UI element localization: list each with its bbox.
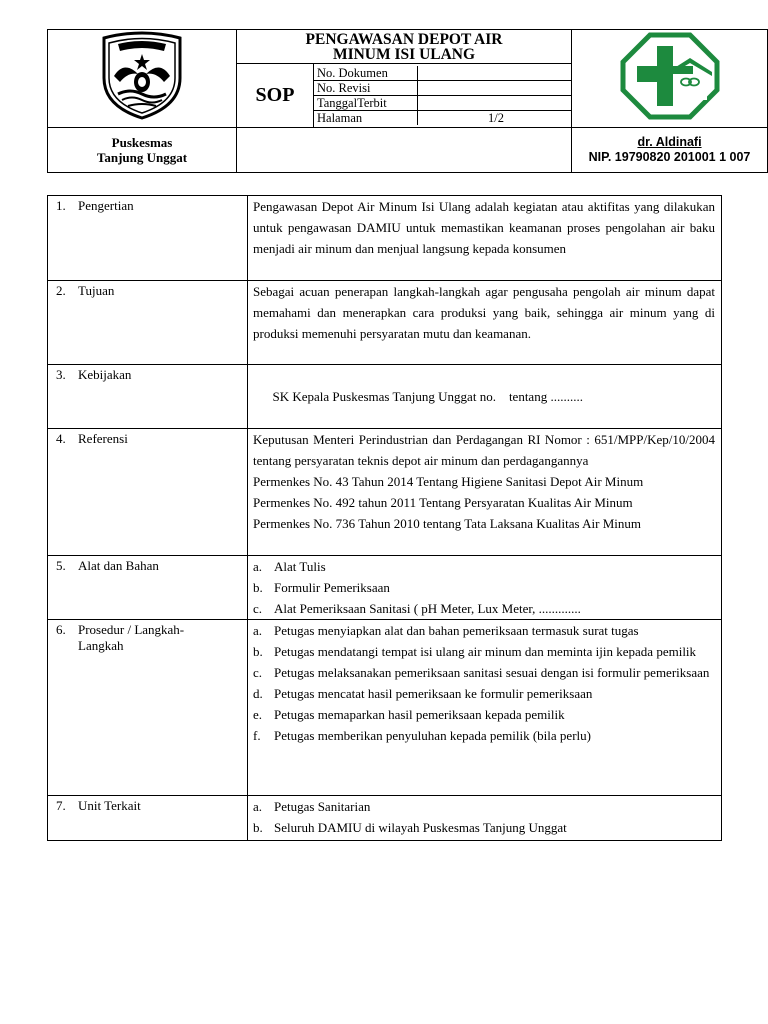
section-title: Tujuan <box>78 283 115 298</box>
list-text: Petugas menyiapkan alat dan bahan pemeriksaan termasuk surat tugas <box>274 623 639 638</box>
section-text: SK Kepala Puskesmas Tanjung Unggat no. tentang .......... <box>272 389 583 404</box>
list-item <box>253 598 715 619</box>
list-item <box>253 641 715 662</box>
list-text: Petugas Sanitarian <box>274 799 371 814</box>
section-row-kebijakan <box>48 365 722 429</box>
list-text: Petugas mendatangi tempat isi ulang air minum dan meminta ijin kepada pemilik <box>274 644 697 659</box>
list-marker: a. <box>253 559 263 574</box>
section-title: Unit Terkait <box>78 798 141 813</box>
list-item <box>253 796 715 817</box>
list-text: Petugas mencatat hasil pemeriksaan ke formulir pemeriksaan <box>274 686 593 701</box>
list-marker: f. <box>253 728 261 743</box>
section-text: Pengawasan Depot Air Minum Isi Ulang adalah kegiatan atau aktifitas yang dilakukan untuk pengawasan DAMIU untuk memastikan keamanan proses pengolahan air baku menjadi air minum dan menjual langsung kepada konsumen <box>253 199 715 256</box>
section-number: 6. <box>56 622 66 637</box>
doc-row-value <box>418 66 572 81</box>
section-label <box>48 429 248 556</box>
section-text: Sebagai acuan penerapan langkah-langkah agar pengusaha pengolah air minum dapat memahami dan menerapkan cara produksi yang baik, sehingga air minum yang di produksi memenuhi persyaratan mutu dan keamanan. <box>253 284 715 341</box>
section-number: 3. <box>56 367 66 382</box>
list-marker: a. <box>253 799 263 814</box>
doc-row-label: TanggalTerbit <box>314 96 418 111</box>
document-title <box>237 30 572 64</box>
list-text: Seluruh DAMIU di wilayah Puskesmas Tanjung Unggat <box>274 820 567 835</box>
section-label <box>48 796 248 841</box>
section-title: Prosedur / Langkah-Langkah <box>78 622 185 653</box>
section-label <box>48 196 248 281</box>
list-text: Alat Tulis <box>274 559 326 574</box>
list-item <box>253 556 715 577</box>
document-info-table <box>314 66 571 125</box>
section-number: 2. <box>56 283 66 298</box>
section-label <box>48 365 248 429</box>
doc-row-label: No. Dokumen <box>314 66 418 81</box>
section-row-pengertian <box>48 196 722 281</box>
regency-seal-cell <box>48 30 237 128</box>
doc-row-value <box>418 96 572 111</box>
list-item <box>253 704 715 725</box>
puskesmas-logo-cell <box>572 30 768 128</box>
section-content <box>248 196 722 281</box>
signer-block <box>572 128 768 173</box>
list-text: Formulir Pemeriksaan <box>274 580 390 595</box>
list-item <box>253 683 715 704</box>
list-item <box>253 577 715 598</box>
org-line-2: Tanjung Unggat <box>96 150 188 165</box>
doc-row-label: No. Revisi <box>314 81 418 96</box>
section-label <box>48 620 248 796</box>
section-title: Referensi <box>78 431 128 446</box>
list-marker: b. <box>253 820 263 835</box>
document-info-cell <box>314 64 572 128</box>
list-marker: c. <box>253 665 263 680</box>
section-row-tujuan <box>48 281 722 365</box>
organization-name <box>48 128 237 173</box>
list-item <box>253 725 715 746</box>
sop-label: SOP <box>237 64 314 128</box>
org-line-1: Puskesmas <box>111 135 173 150</box>
regency-seal-icon <box>94 30 190 122</box>
section-label <box>48 281 248 365</box>
section-row-alat-bahan <box>48 556 722 620</box>
section-number: 1. <box>56 198 66 213</box>
doc-row-label: Halaman <box>314 111 418 126</box>
list-marker: d. <box>253 686 263 701</box>
doc-row-value: 1/2 <box>418 111 572 126</box>
list-marker: b. <box>253 644 263 659</box>
section-number: 7. <box>56 798 66 813</box>
section-row-unit-terkait <box>48 796 722 841</box>
reference-item: Permenkes No. 43 Tahun 2014 Tentang Higiene Sanitasi Depot Air Minum <box>253 474 644 489</box>
section-content <box>248 796 722 841</box>
list-item <box>253 662 715 683</box>
signer-name: dr. Aldinafi <box>637 135 702 149</box>
section-content <box>248 620 722 796</box>
list-text: Alat Pemeriksaan Sanitasi ( pH Meter, Lux Meter, ............. <box>274 601 581 616</box>
list-marker: e. <box>253 707 263 722</box>
sop-header-table <box>47 29 768 173</box>
doc-row-revision <box>314 81 571 96</box>
section-label <box>48 556 248 620</box>
list-marker: a. <box>253 623 263 638</box>
list-marker: b. <box>253 580 263 595</box>
doc-row-value <box>418 81 572 96</box>
title-line-2: MINUM ISI ULANG <box>332 45 476 63</box>
signer-nip: NIP. 19790820 201001 1 007 <box>588 150 751 164</box>
list-marker: c. <box>253 601 263 616</box>
doc-row-issue-date <box>314 96 571 111</box>
reference-item: Permenkes No. 492 tahun 2011 Tentang Persyaratan Kualitas Air Minum <box>253 495 633 510</box>
section-content <box>248 365 722 429</box>
section-content <box>248 556 722 620</box>
title-line-1: PENGAWASAN DEPOT AIR <box>305 30 503 48</box>
list-text: Petugas melaksanakan pemeriksaan sanitasi sesuai dengan isi formulir pemeriksaan <box>274 665 710 680</box>
sop-content-table <box>47 195 722 841</box>
section-title: Kebijakan <box>78 367 132 382</box>
list-item <box>253 620 715 641</box>
list-text: Petugas memaparkan hasil pemeriksaan kepada pemilik <box>274 707 565 722</box>
doc-row-number <box>314 66 571 81</box>
section-number: 5. <box>56 558 66 573</box>
section-row-prosedur <box>48 620 722 796</box>
section-title: Alat dan Bahan <box>78 558 159 573</box>
list-item <box>253 817 715 838</box>
section-content <box>248 281 722 365</box>
reference-item: Permenkes No. 736 Tahun 2010 tentang Tata Laksana Kualitas Air Minum <box>253 516 641 531</box>
section-title: Pengertian <box>78 198 134 213</box>
section-content <box>248 429 722 556</box>
section-row-referensi <box>48 429 722 556</box>
puskesmas-logo-icon <box>620 32 720 120</box>
blank-signature-area <box>237 128 572 173</box>
section-number: 4. <box>56 431 66 446</box>
doc-row-page <box>314 111 571 126</box>
reference-item: Keputusan Menteri Perindustrian dan Perdagangan RI Nomor : 651/MPP/Kep/10/2004 tentang persyaratan teknis depot air minum dan perdagangannya <box>253 432 715 468</box>
list-text: Petugas memberikan penyuluhan kepada pemilik (bila perlu) <box>274 728 591 743</box>
